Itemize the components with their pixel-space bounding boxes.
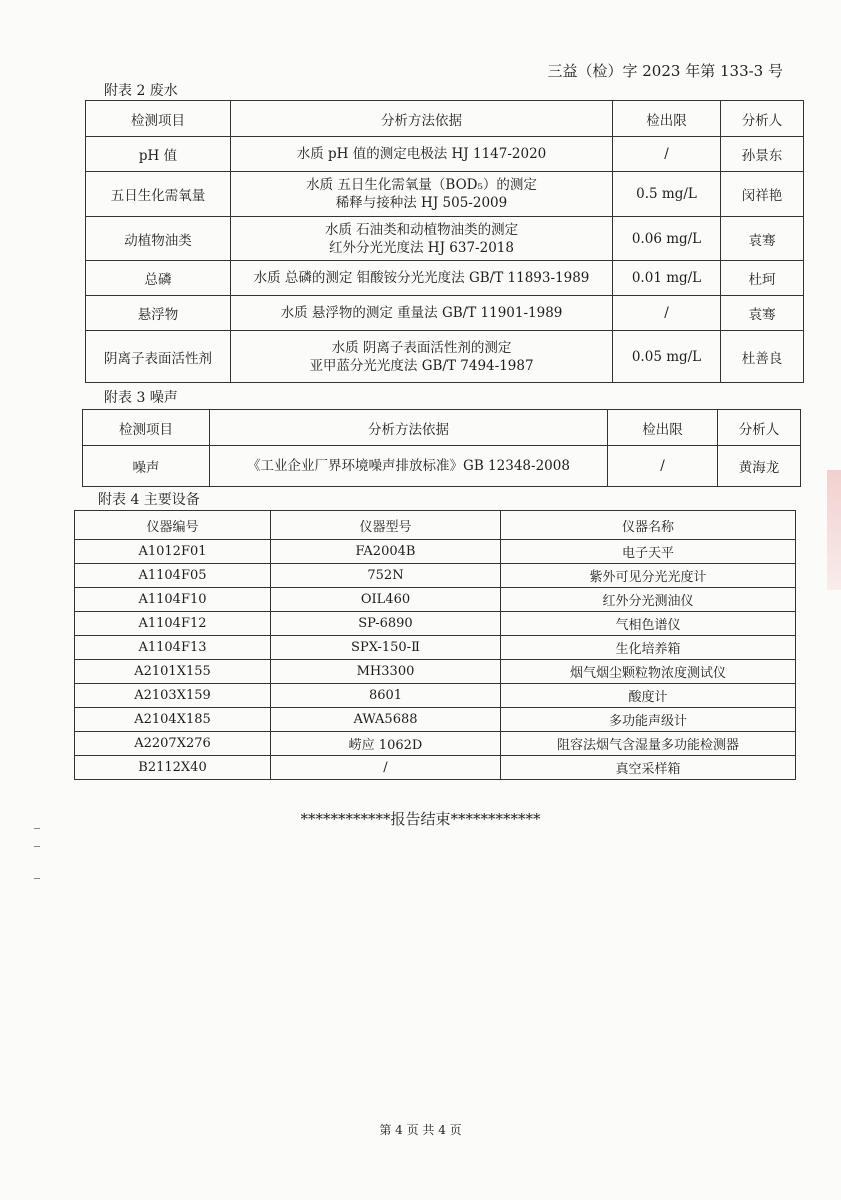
header-method: 分析方法依据 [231, 101, 613, 137]
scan-speck [34, 846, 40, 847]
instrument-id: A2101X155 [75, 660, 271, 684]
table-row [86, 137, 804, 172]
test-item: pH 值 [86, 137, 231, 172]
test-item: 总磷 [86, 261, 231, 296]
scan-speck [34, 828, 40, 829]
method-basis [231, 331, 613, 383]
method-line: 《工业企业厂界环境噪声排放标准》GB 12348-2008 [247, 458, 570, 474]
method-line: 水质 pH 值的测定电极法 HJ 1147-2020 [296, 146, 547, 162]
instrument-name: 阻容法烟气含湿量多功能检测器 [501, 732, 796, 756]
test-item: 动植物油类 [86, 217, 231, 261]
table-row [75, 540, 796, 564]
report-number: 三益（检）字 2023 年第 133-3 号 [547, 62, 783, 80]
header-analyst: 分析人 [718, 410, 801, 446]
method-line: 水质 石油类和动植物油类的测定 [324, 221, 519, 238]
instrument-model: AWA5688 [271, 708, 501, 732]
test-item: 噪声 [83, 446, 210, 487]
instrument-name: 气相色谱仪 [501, 612, 796, 636]
instrument-model: 8601 [271, 684, 501, 708]
detection-limit: / [613, 137, 721, 172]
method-basis [231, 296, 613, 331]
scan-speck [34, 878, 40, 879]
instrument-name: 生化培养箱 [501, 636, 796, 660]
instrument-id: A2103X159 [75, 684, 271, 708]
table-row [75, 564, 796, 588]
instrument-id: A2104X185 [75, 708, 271, 732]
method-line: 水质 阴离子表面活性剂的测定 [331, 339, 512, 356]
table-row [75, 660, 796, 684]
header-analyst: 分析人 [721, 101, 804, 137]
table-row [83, 446, 801, 487]
detection-limit: 0.05 mg/L [613, 331, 721, 383]
test-item: 五日生化需氧量 [86, 172, 231, 217]
test-item: 阴离子表面活性剂 [86, 331, 231, 383]
instrument-model: SPX-150-Ⅱ [271, 636, 501, 660]
method-basis [231, 137, 613, 172]
instrument-model: OIL460 [271, 588, 501, 612]
analyst: 杜珂 [721, 261, 804, 296]
header-id: 仪器编号 [75, 511, 271, 540]
header-model: 仪器型号 [271, 511, 501, 540]
page-number: 第 4 页 共 4 页 [379, 1123, 462, 1137]
header-item: 检测项目 [83, 410, 210, 446]
instrument-name: 电子天平 [501, 540, 796, 564]
method-line: 稀释与接种法 HJ 505-2009 [335, 195, 508, 211]
header-limit: 检出限 [613, 101, 721, 137]
table-row [75, 612, 796, 636]
instrument-name: 烟气烟尘颗粒物浓度测试仪 [501, 660, 796, 684]
instrument-id: B2112X40 [75, 756, 271, 780]
table2-title: 附表 2 废水 [104, 83, 178, 99]
detection-limit: 0.01 mg/L [613, 261, 721, 296]
instrument-model: MH3300 [271, 660, 501, 684]
table-row [75, 708, 796, 732]
method-line: 水质 总磷的测定 钼酸铵分光光度法 GB/T 11893-1989 [253, 270, 590, 286]
instrument-name: 多功能声级计 [501, 708, 796, 732]
table4-title: 附表 4 主要设备 [98, 492, 200, 508]
instrument-model: 752N [271, 564, 501, 588]
instrument-name: 真空采样箱 [501, 756, 796, 780]
table-row [75, 684, 796, 708]
table-row [75, 588, 796, 612]
instrument-name: 紫外可见分光光度计 [501, 564, 796, 588]
table-row [75, 756, 796, 780]
method-basis [231, 172, 613, 217]
header-method: 分析方法依据 [210, 410, 608, 446]
table-header-row [86, 101, 804, 137]
instrument-id: A2207X276 [75, 732, 271, 756]
table-row [86, 217, 804, 261]
header-limit: 检出限 [608, 410, 718, 446]
instrument-id: A1104F10 [75, 588, 271, 612]
equipment-table [74, 510, 796, 780]
table-row [86, 172, 804, 217]
instrument-name: 酸度计 [501, 684, 796, 708]
instrument-id: A1104F05 [75, 564, 271, 588]
table-row [86, 296, 804, 331]
analyst: 孙景东 [721, 137, 804, 172]
method-basis [231, 261, 613, 296]
instrument-model: / [271, 756, 501, 780]
header-name: 仪器名称 [501, 511, 796, 540]
analyst: 袁骞 [721, 217, 804, 261]
instrument-model: SP-6890 [271, 612, 501, 636]
method-line: 红外分光光度法 HJ 637-2018 [329, 239, 514, 256]
wastewater-table [85, 100, 804, 383]
instrument-model: FA2004B [271, 540, 501, 564]
table3-title: 附表 3 噪声 [104, 390, 178, 406]
method-line: 亚甲蓝分光光度法 GB/T 7494-1987 [309, 357, 534, 374]
method-basis [231, 217, 613, 261]
seal-edge [827, 470, 841, 590]
detection-limit: / [608, 446, 718, 487]
report-end-mark: ************报告结束************ [300, 810, 541, 828]
analyst: 袁骞 [721, 296, 804, 331]
table-header-row [75, 511, 796, 540]
analyst: 杜善良 [721, 331, 804, 383]
analyst: 黄海龙 [718, 446, 801, 487]
header-item: 检测项目 [86, 101, 231, 137]
detection-limit: 0.5 mg/L [613, 172, 721, 217]
method-line: 水质 悬浮物的测定 重量法 GB/T 11901-1989 [280, 305, 563, 321]
noise-table [82, 409, 801, 487]
table-row [75, 636, 796, 660]
table-row [86, 261, 804, 296]
detection-limit: / [613, 296, 721, 331]
detection-limit: 0.06 mg/L [613, 217, 721, 261]
instrument-model: 崂应 1062D [271, 732, 501, 756]
method-line: 水质 五日生化需氧量（BOD₅）的测定 [306, 177, 537, 193]
instrument-name: 红外分光测油仪 [501, 588, 796, 612]
instrument-id: A1104F12 [75, 612, 271, 636]
instrument-id: A1012F01 [75, 540, 271, 564]
analyst: 闵祥艳 [721, 172, 804, 217]
method-basis [210, 446, 608, 487]
table-header-row [83, 410, 801, 446]
table-row [86, 331, 804, 383]
table-row [75, 732, 796, 756]
test-item: 悬浮物 [86, 296, 231, 331]
instrument-id: A1104F13 [75, 636, 271, 660]
